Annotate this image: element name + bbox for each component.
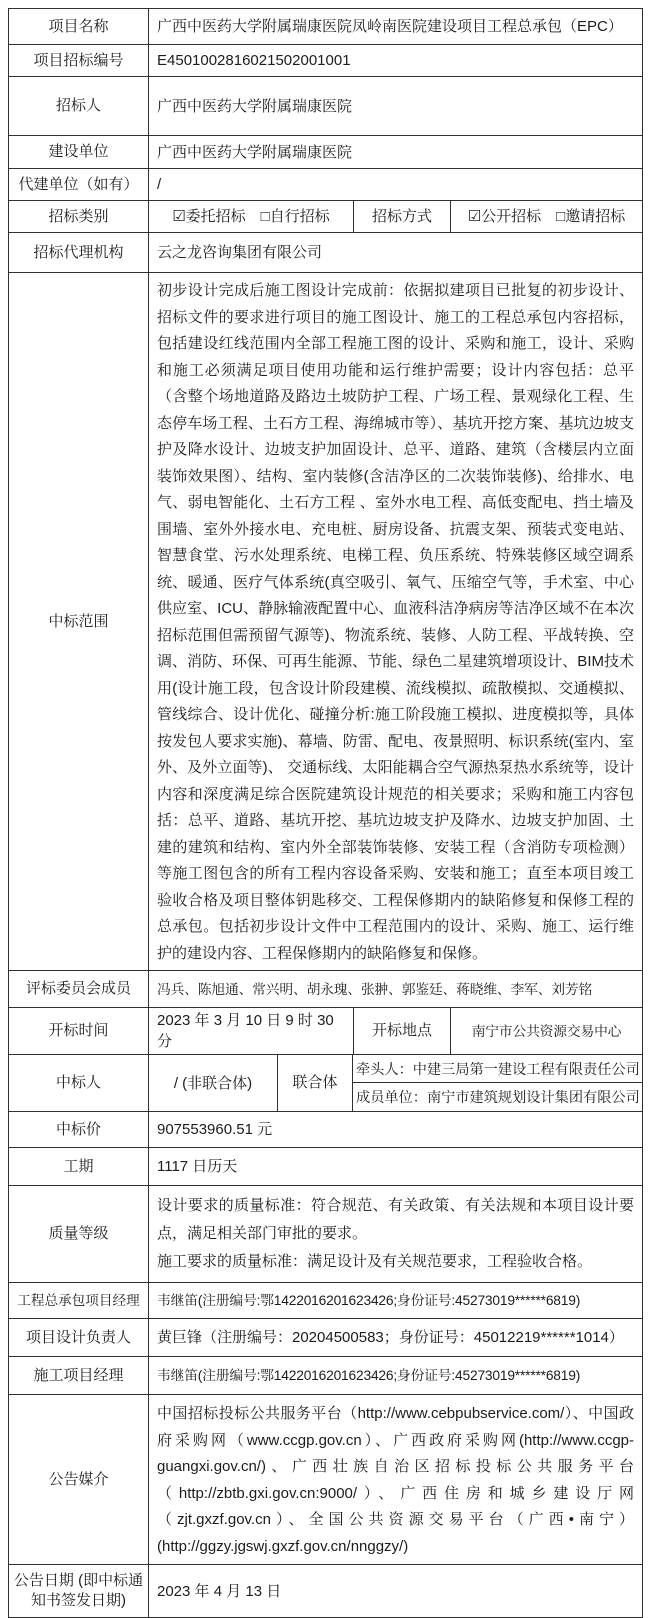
consortium-members <box>353 1055 642 1111</box>
agency-label: 招标代理机构 <box>9 233 149 272</box>
bid-method-label: 招标方式 <box>354 201 451 232</box>
construction-manager-label: 施工项目经理 <box>9 1357 149 1394</box>
quality-value <box>149 1186 642 1282</box>
duration-label: 工期 <box>9 1148 149 1185</box>
row-agent-unit <box>9 169 642 201</box>
consortium-member-unit: 成员单位：南宁市建筑规划设计集团有限公司 <box>356 1090 640 1106</box>
row-duration <box>9 1148 642 1186</box>
open-time-label: 开标时间 <box>9 1008 149 1054</box>
row-quality <box>9 1186 642 1283</box>
row-design-lead <box>9 1319 642 1357</box>
row-winner <box>9 1055 642 1112</box>
quality-label: 质量等级 <box>9 1186 149 1282</box>
row-committee <box>9 971 642 1008</box>
winner-non-consortium: / (非联合体) <box>149 1055 278 1111</box>
open-time-value: 2023 年 3 月 10 日 9 时 30 分 <box>149 1008 354 1054</box>
bid-category-checkboxes: ☑委托招标 □自行招标 <box>149 201 354 232</box>
duration-value: 1117 日历天 <box>157 1158 238 1175</box>
row-scope <box>9 273 642 971</box>
bid-method-checkboxes: ☑公开招标 □邀请招标 <box>467 208 626 225</box>
bid-category-label: 招标类别 <box>9 201 149 232</box>
row-media <box>9 1395 642 1565</box>
media-text: 中国招标投标公共服务平台（http://www.cebpubservice.com/）、中国政府采购网（www.ccgp.gov.cn）、广西政府采购网(http://www.ccgp-guangxi.gov.cn/)、广西壮族自治区招标投标公共服务平台（http://zbtb.gxi.gov.cn:9000/）、广西住房和城乡建设厅网（zjt.gxzf.gov.cn）、全国公共资源交易平台（广西•南宁）(http://ggzy.jgswj.gxzf.gov.cn/nnggzy/) <box>157 1405 634 1555</box>
quality-construction-standard: 施工要求的质量标准：满足设计及有关规范要求，工程验收合格。 <box>157 1253 593 1270</box>
scope-text: 初步设计完成后施工图设计完成前：依据拟建项目已批复的初步设计、招标文件的要求进行项目的施工图设计、施工的工程总承包内容招标，包括建设红线范围内全部工程施工图的设计、采购和施工，设计、采购和施工必须满足项目使用功能和运行维护需要；设计内容包括：总平（含整个场地道路及路边土坡防护工程、广场工程、景观绿化工程、生态停车场工程、土石方工程、海绵城市等）、基坑开挖方案、基坑边坡支护及降水设计、边坡支护加固设计、总平、道路、建筑（含楼层内立面装饰效果图）、结构、室内装修(含洁净区的二次装饰装修)、给排水、电气、弱电智能化、土石方工程 、室外水电工程、高低变配电、挡土墙及围墙、室外外接水电、充电桩、厨房设备、抗震支架、预装式变电站、智慧食堂、污水处理系统、电梯工程、负压系统、特殊装修区域空调系统、暖通、医疗气体系统(真空吸引、氧气、压缩空气等，手术室、中心供应室、ICU、静脉输液配置中心、血液科洁净病房等洁净区域不在本次招标范围但需预留气源等)、物流系统、装修、人防工程、平战转换、空调、消防、环保、可再生能源、节能、绿色二星建筑增项设计、BIM技术用(设计施工段，包含设计阶段建模、流线模拟、疏散模拟、交通模拟、管线综合、设计优化、碰撞分析:施工阶段施工模拟、进度模拟等，具体按发包人要求实施)、幕墙、防雷、配电、夜景照明、标识系统(室内、室外、及外立面等)、 交通标线、太阳能耦合空气源热泵热水系统等，设计内容和深度满足综合医院建筑设计规范的相关要求；采购和施工内容包括：总平、道路、基坑开挖、基坑边坡支护及降水、边坡支护加固、土建的建筑和结构、室内外全部装饰装修、安装工程（含消防专项检测）等施工图包含的所有工程内容设备采购、安装和施工；直至本项目竣工验收合格及项目整体钥匙移交、工程保修期内的缺陷修复和保修工程的总承包。包括初步设计文件中工程范围内的设计、采购、施工、运行维护的建设内容、工程保修期内的缺陷修复和保修。 <box>157 282 634 962</box>
row-construction-unit <box>9 136 642 169</box>
media-value <box>149 1395 642 1564</box>
row-announce-date <box>9 1565 642 1617</box>
price-value: 907553960.51 元 <box>157 1121 273 1138</box>
epc-manager-label: 工程总承包项目经理 <box>9 1283 149 1318</box>
quality-design-standard: 设计要求的质量标准：符合规范、有关政策、有关法规和本项目设计要点，满足相关部门审批的要求。 <box>157 1197 634 1242</box>
project-name-value: 广西中医药大学附属瑞康医院凤岭南医院建设项目工程总承包（EPC） <box>157 18 623 35</box>
design-lead-value: 黄巨锋（注册编号：20204500583；身份证号：45012219******1014） <box>157 1329 624 1346</box>
bid-number-value: E4501002816021502001001 <box>157 52 351 69</box>
open-place-label: 开标地点 <box>354 1008 451 1054</box>
media-label: 公告媒介 <box>9 1395 149 1564</box>
construction-unit-label: 建设单位 <box>9 136 149 168</box>
bid-number-label: 项目招标编号 <box>9 45 149 76</box>
scope-value <box>149 273 642 970</box>
consortium-leader: 牵头人：中建三局第一建设工程有限责任公司 <box>353 1055 642 1083</box>
winner-label: 中标人 <box>9 1055 149 1111</box>
design-lead-label: 项目设计负责人 <box>9 1319 149 1356</box>
project-name-label: 项目名称 <box>9 9 149 44</box>
row-epc-manager <box>9 1283 642 1319</box>
announce-date-value: 2023 年 4 月 13 日 <box>157 1582 282 1600</box>
agency-value: 云之龙咨询集团有限公司 <box>157 244 323 261</box>
row-tenderee <box>9 77 642 136</box>
row-bid-category <box>9 201 642 233</box>
scope-label: 中标范围 <box>9 273 149 970</box>
row-project-name <box>9 9 642 45</box>
open-place-value: 南宁市公共资源交易中心 <box>471 1023 622 1039</box>
row-agency <box>9 233 642 273</box>
bid-award-table <box>8 8 643 1618</box>
agent-unit-value: / <box>157 176 162 193</box>
tenderee-label: 招标人 <box>9 77 149 135</box>
announce-date-label: 公告日期 (即中标通知书签发日期) <box>9 1565 149 1617</box>
construction-unit-value: 广西中医药大学附属瑞康医院 <box>157 143 353 161</box>
consortium-label: 联合体 <box>278 1055 353 1111</box>
epc-manager-value: 韦继笛(注册编号:鄂1422016201623426;身份证号:45273019******6819) <box>157 1293 581 1308</box>
committee-value: 冯兵、陈旭通、常兴明、胡永瑰、张翀、郭鉴廷、蒋晓维、李军、刘芳铭 <box>157 981 593 997</box>
price-label: 中标价 <box>9 1112 149 1147</box>
row-bid-opening <box>9 1008 642 1055</box>
tenderee-value: 广西中医药大学附属瑞康医院 <box>157 97 353 115</box>
row-bid-number <box>9 45 642 77</box>
row-construction-manager <box>9 1357 642 1395</box>
construction-manager-value: 韦继笛(注册编号:鄂1422016201623426;身份证号:45273019******6819) <box>157 1368 581 1383</box>
committee-label: 评标委员会成员 <box>9 971 149 1007</box>
row-price <box>9 1112 642 1148</box>
agent-unit-label: 代建单位（如有） <box>9 169 149 200</box>
